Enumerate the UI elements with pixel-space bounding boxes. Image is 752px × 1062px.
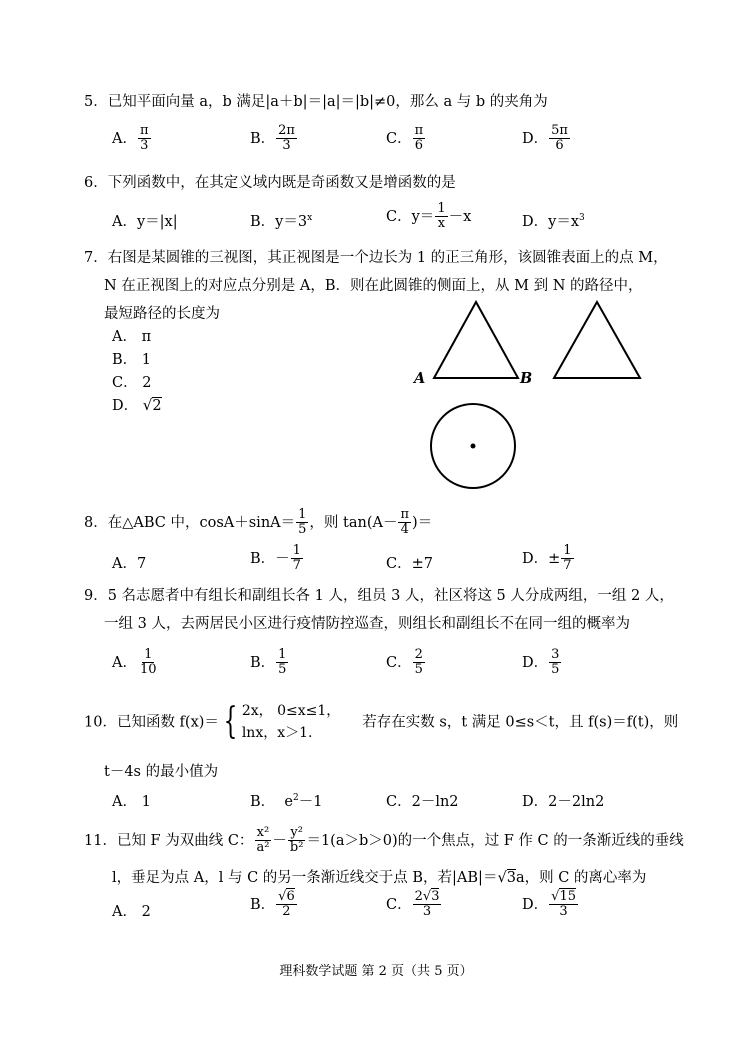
- q10-line2: t－4s 的最小值为: [104, 764, 219, 780]
- top-view-circle: [424, 398, 524, 498]
- q10-option-d: D．2－2ln2: [522, 794, 605, 810]
- point-a-label: A: [414, 370, 426, 387]
- q9-option-a: A． $\frac{1}{10}$: [112, 647, 157, 678]
- q11-line2: l，垂足为点 A，l 与 C 的另一条渐近线交于点 B，若|AB|＝√3a，则 C 的离心率为: [112, 870, 647, 886]
- side-view-triangle: [540, 290, 660, 390]
- q7-option-a: A． π: [112, 329, 152, 345]
- q10-option-c: C．2－ln2: [386, 794, 459, 810]
- q11-option-d: D． $\frac{√15}{3}$: [522, 889, 576, 920]
- q7-option-b: B． 1: [112, 352, 151, 368]
- point-b-label: B: [520, 370, 533, 387]
- q6-option-b: B．$y=3^x$: [250, 213, 313, 230]
- q9-option-b: B． $\frac{1}{5}$: [250, 647, 287, 678]
- q9-option-c: C． $\frac{2}{5}$: [386, 647, 423, 678]
- q11-option-c: C． $\frac{2√3}{3}$: [386, 889, 440, 920]
- q6-option-a: A．y＝|x|: [112, 214, 178, 230]
- q11-stem: 11．已知 F 为双曲线 C： $\frac{\text{x²}}{\text{a²}}$ － $\frac{\text{y²}}{\text{b²}}$ ＝1(a＞b＞0)的一个焦点，过 F 作 C 的一条渐近线的垂线: [84, 825, 684, 856]
- q10-option-a: A． 1: [112, 794, 151, 810]
- q9-line2: 一组 3 人，去两居民小区进行疫情防控巡查，则组长和副组长不在同一组的概率为: [104, 616, 630, 632]
- q11-option-b: B． $\frac{√6}{2}$: [250, 889, 295, 920]
- q9-line1: 9．5 名志愿者中有组长和副组长各 1 人，组员 3 人，社区将这 5 人分成两组，一组 2 人，: [84, 588, 674, 604]
- q9-option-d: D． $\frac{3}{5}$: [522, 647, 560, 678]
- q8-option-a: A．7: [112, 556, 147, 572]
- q7-line1: 7．右图是某圆锥的三视图，其正视图是一个边长为 1 的正三角形，该圆锥表面上的点 M，: [84, 250, 668, 266]
- q8-option-c: C．±7: [386, 556, 433, 572]
- q8-option-d: D．± $\frac{1}{7}$: [522, 543, 572, 574]
- q5-option-d: D． $\frac{5\pi}{6}$: [522, 123, 568, 154]
- q5-option-c: C． $\frac{\pi}{6}$: [386, 123, 424, 154]
- q6-option-c: C．y＝ $\frac{1}{x}$ －x: [386, 201, 472, 232]
- q5-option-a: A． $\frac{\pi}{3}$: [112, 123, 149, 154]
- q7-option-d: D． √2: [112, 396, 162, 414]
- q8-stem: 8．在△ABC 中，cosA＋sinA＝ $\frac{1}{5}$ ，则 tan(A－ $\frac{\pi}{4}$ )＝: [84, 507, 433, 538]
- q7-line2: N 在正视图上的对应点分别是 A，B．则在此圆锥的侧面上，从 M 到 N 的路径中，: [104, 278, 643, 294]
- q5-option-b: B． $\frac{2\pi}{3}$: [250, 123, 295, 154]
- q10-stem: 10．已知函数 f(x)＝ { 2x， 0≤x≤1， lnx，x＞1.若存在实数 s，t 满足 0≤s＜t，且 f(s)＝f(t)，则: [84, 701, 679, 743]
- q7-option-c: C． 2: [112, 375, 152, 391]
- q8-option-b: B．－ $\frac{1}{7}$: [250, 543, 301, 574]
- q5-stem: 5．已知平面向量 a，b 满足|a＋b|＝|a|＝|b|≠0，那么 a 与 b 的夹角为: [84, 94, 548, 110]
- q10-option-b: B． $e^2-1$: [250, 793, 323, 810]
- q6-option-d: D．$y=x^3$: [522, 213, 585, 230]
- q11-option-a: A． 2: [112, 904, 151, 920]
- page-footer: 理科数学试题 第 2 页（共 5 页）: [279, 964, 473, 979]
- q7-line3: 最短路径的长度为: [104, 306, 220, 322]
- q6-stem: 6．下列函数中，在其定义域内既是奇函数又是增函数的是: [84, 175, 456, 191]
